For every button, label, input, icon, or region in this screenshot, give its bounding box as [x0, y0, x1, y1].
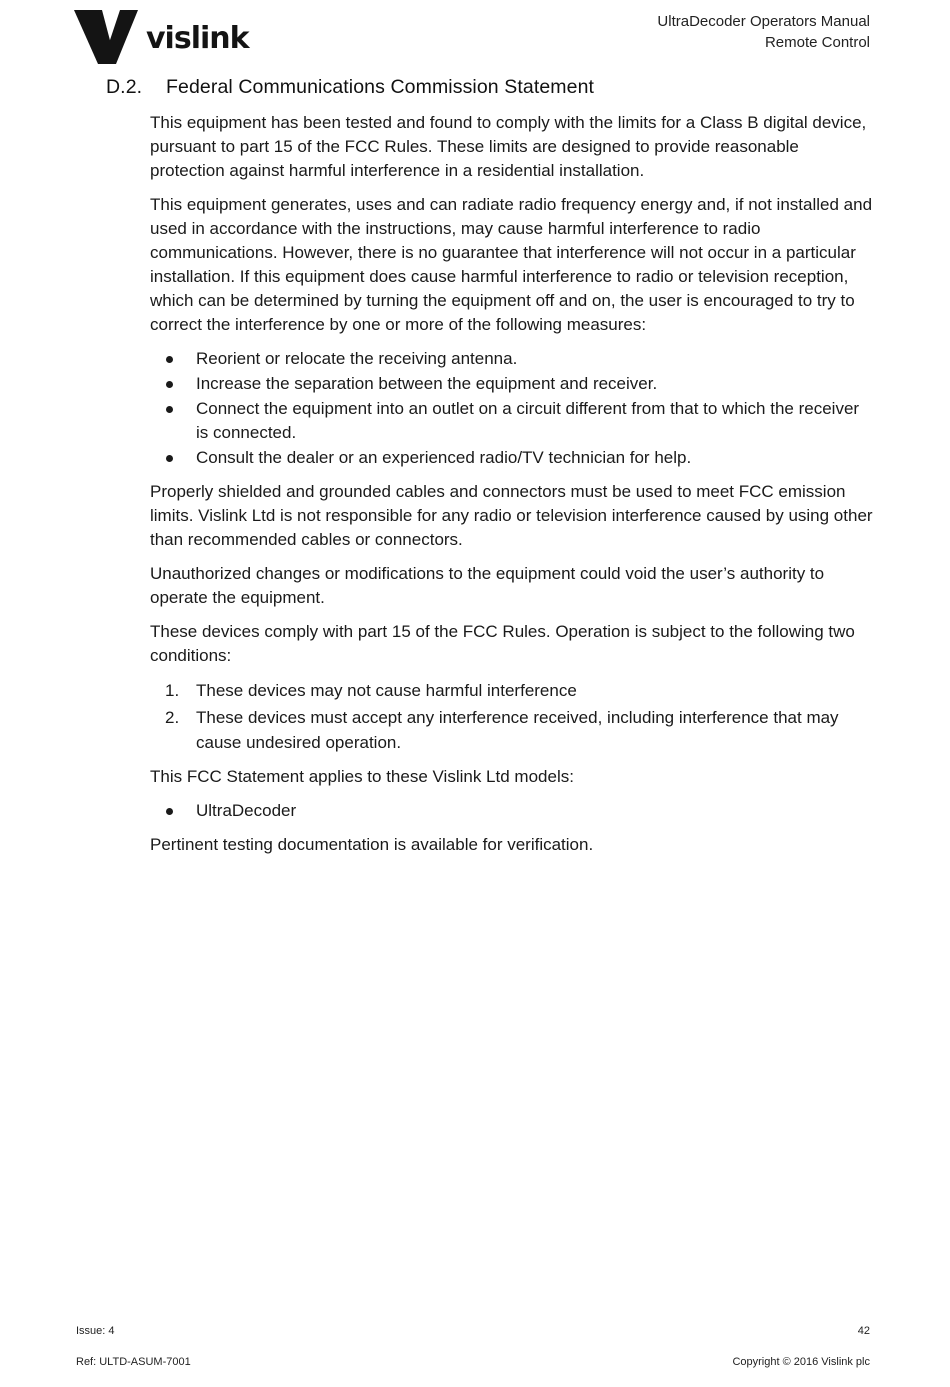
measures-list [150, 347, 875, 470]
section-number: D.2. [106, 76, 143, 98]
paragraph-interference: This equipment generates, uses and can radiate radio frequency energy and, if not installed and used in accordance with the instructions, may cause harmful interference to radio communications. However, there is no guarantee that interference will not occur in a particular installation. If this equipment does cause harmful interference to radio or television reception, which can be determined by turning the equipment off and on, the user is encouraged to try to correct the interference by one or more of the following measures: [150, 195, 873, 334]
list-item: UltraDecoder [150, 799, 875, 823]
list-item: Consult the dealer or an experienced radio/TV technician for help. [150, 446, 875, 470]
list-item: Reorient or relocate the receiving antenna. [150, 347, 875, 371]
paragraph-documentation: Pertinent testing documentation is available for verification. [150, 835, 594, 854]
chapter-title: Remote Control [764, 34, 870, 51]
manual-title: UltraDecoder Operators Manual [657, 13, 870, 30]
paragraph-conditions-intro: These devices comply with part 15 of the FCC Rules. Operation is subject to the following two conditions: [150, 622, 855, 665]
copyright-notice: Copyright © 2016 Vislink plc [732, 1356, 870, 1368]
paragraph-models-intro: This FCC Statement applies to these Vislink Ltd models: [150, 767, 574, 786]
section-title: Federal Communications Commission Statement [166, 76, 595, 98]
paragraph-cables: Properly shielded and grounded cables and connectors must be used to meet FCC emission limits. Vislink Ltd is not responsible for any radio or television interference caused by using other than recommended cables or connectors. [150, 482, 873, 549]
document-reference: Ref: ULTD-ASUM-7001 [76, 1356, 191, 1368]
paragraph-modifications: Unauthorized changes or modifications to the equipment could void the user’s authority to operate the equipment. [150, 564, 825, 607]
bullet-icon [166, 381, 173, 388]
section-heading [106, 76, 594, 99]
vislink-logo-mark [72, 8, 252, 66]
list-number: 2. [165, 708, 180, 727]
bullet-icon [166, 455, 173, 462]
bullet-icon [166, 406, 173, 413]
list-item: 1. These devices may not cause harmful interference [150, 678, 875, 703]
running-header [657, 11, 870, 53]
bullet-icon [166, 356, 173, 363]
vislink-logo [72, 8, 252, 66]
bullet-icon [166, 808, 173, 815]
list-item: Increase the separation between the equipment and receiver. [150, 372, 875, 396]
page-number: 42 [857, 1325, 870, 1337]
issue-number: Issue: 4 [76, 1325, 115, 1337]
list-item: 2. These devices must accept any interference received, including interference that may cause undesired operation. [150, 705, 875, 755]
list-number: 1. [165, 681, 180, 700]
list-item: Connect the equipment into an outlet on a circuit different from that to which the receiver is connected. [150, 397, 875, 445]
conditions-list [150, 678, 875, 755]
paragraph-compliance: This equipment has been tested and found to comply with the limits for a Class B digital device, pursuant to part 15 of the FCC Rules. These limits are designed to provide reasonable protection against harmful interference in a residential installation. [150, 113, 867, 180]
logo-wordmark: vislink [146, 21, 249, 56]
models-list [150, 799, 875, 823]
section-body [150, 111, 875, 867]
